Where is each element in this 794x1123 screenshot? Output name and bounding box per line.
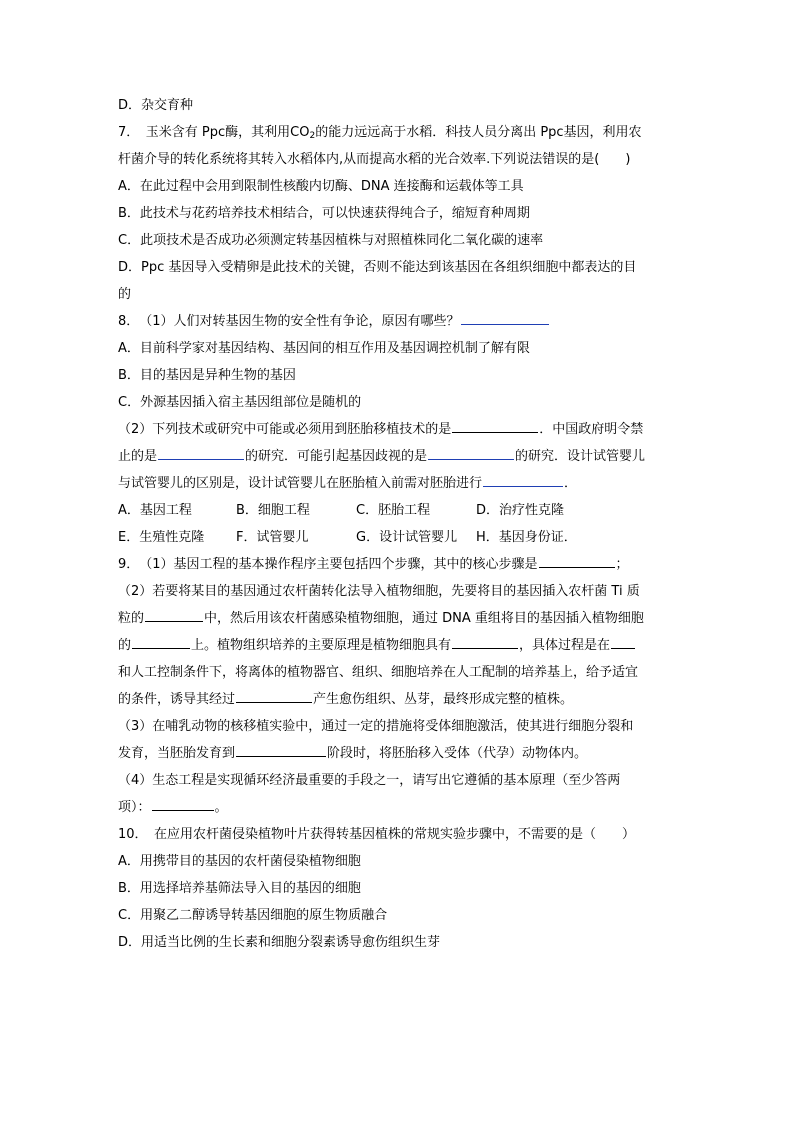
q9-text-6: 上。植物组织培养的主要原理是植物细胞具有 bbox=[191, 638, 452, 653]
q9-text-3: 粒的 bbox=[118, 611, 145, 626]
q9-line7: （3）在哺乳动物的核移植实验中，通过一定的措施将受体细胞激活，使其进行细胞分裂和 bbox=[118, 719, 634, 734]
q9-line4 bbox=[118, 632, 678, 659]
q9-answer-blank-3[interactable] bbox=[132, 633, 190, 649]
q8-opt-d: D．治疗性克隆 bbox=[476, 503, 565, 518]
q9-answer-blank-7[interactable] bbox=[236, 741, 326, 757]
q9-line1 bbox=[118, 551, 678, 578]
q9-text-13: 。 bbox=[214, 800, 228, 815]
q8-part2-line2 bbox=[118, 443, 678, 470]
q8-part2-line1 bbox=[118, 416, 678, 443]
q8-answer-blank-1[interactable] bbox=[461, 309, 549, 325]
q10-option-a: A．用携带目的基因的农杆菌侵染植物细胞 bbox=[118, 854, 361, 869]
q9-text-1: 9． （1）基因工程的基本操作程序主要包括四个步骤，其中的核心步骤是 bbox=[118, 557, 538, 572]
q9-line6 bbox=[118, 686, 678, 713]
q9-text-12: 项）： bbox=[118, 800, 151, 815]
q9-line3 bbox=[118, 605, 678, 632]
q8-option-c: C．外源基因插入宿主基因组部位是随机的 bbox=[118, 395, 362, 410]
q7-option-c: C．此项技术是否成功必须测定转基因植株与对照植株同化二氧化碳的速率 bbox=[118, 233, 544, 248]
q8-part2-text-7: ． bbox=[564, 476, 578, 491]
q10-stem: 10． 在应用农杆菌侵染植物叶片获得转基因植株的常规实验步骤中，不需要的是（ ） bbox=[118, 827, 636, 842]
q8-stem-line1 bbox=[118, 308, 678, 335]
q8-answer-blank-4[interactable] bbox=[428, 444, 514, 460]
q7-stem-part2: 的能力远远高于水稻．科技人员分离出 Ppc基因，利用农 bbox=[315, 125, 642, 140]
q8-part2-line3 bbox=[118, 470, 678, 497]
q8-opt-c: C．胚胎工程 bbox=[356, 503, 431, 518]
q8-option-b: B．目的基因是异种生物的基因 bbox=[118, 368, 296, 383]
q7-stem-part1: 7． 玉米含有 Ppc酶，其利用CO bbox=[118, 125, 310, 140]
q8-part2-text-2: ．中国政府明令禁 bbox=[539, 422, 644, 437]
q8-opt-g: G．设计试管婴儿 bbox=[356, 530, 458, 545]
q8-opt-b: B．细胞工程 bbox=[236, 503, 310, 518]
q9-answer-blank-8[interactable] bbox=[152, 795, 214, 811]
q9-text-4: 中，然后用该农杆菌感染植物细胞，通过 DNA 重组将目的基因插入植物细胞 bbox=[204, 611, 644, 626]
q9-text-2: ； bbox=[615, 557, 629, 572]
q8-answer-blank-3[interactable] bbox=[158, 444, 244, 460]
q9-answer-blank-6[interactable] bbox=[236, 687, 312, 703]
q8-options-row2 bbox=[118, 524, 678, 551]
q10-option-d: D．用适当比例的生长素和细胞分裂素诱导愈伤组织生芽 bbox=[118, 935, 441, 950]
q8-option-a: A．目前科学家对基因结构、基因间的相互作用及基因调控机制了解有限 bbox=[118, 341, 530, 356]
q10-option-b: B．用选择培养基筛法导入目的基因的细胞 bbox=[118, 881, 361, 896]
q9-text-10: 发育，当胚胎发育到 bbox=[118, 746, 236, 761]
q7-stem-line2: 杆菌介导的转化系统将其转入水稻体内,从而提高水稻的光合效率.下列说法错误的是( ) bbox=[118, 152, 631, 167]
q7-stem-line1 bbox=[118, 119, 678, 146]
q9-line5: 和人工控制条件下，将离体的植物器官、组织、细胞培养在人工配制的培养基上，给予适宜 bbox=[118, 665, 639, 680]
q9-line8 bbox=[118, 740, 678, 767]
q9-answer-blank-4[interactable] bbox=[452, 633, 518, 649]
q7-option-d-line2: 的 bbox=[118, 287, 132, 302]
q8-part2-text-5: 的研究．设计试管婴儿 bbox=[515, 449, 646, 464]
q9-line2: （2）若要将某目的基因通过农杆菌转化法导入植物细胞，先要将目的基因插入农杆菌 Ti 质 bbox=[118, 584, 640, 599]
q9-text-9: 产生愈伤组织、丛芽，最终形成完整的植株。 bbox=[313, 692, 574, 707]
q7-subscript: 2 bbox=[309, 131, 316, 141]
q7-option-a: A．在此过程中会用到限制性核酸内切酶、DNA 连接酶和运载体等工具 bbox=[118, 179, 524, 194]
q9-answer-blank-5[interactable] bbox=[611, 633, 635, 649]
q7-option-d-line1: D．Ppc 基因导入受精卵是此技术的关键，否则不能达到该基因在各组织细胞中都表达的目 bbox=[118, 260, 637, 275]
q8-answer-blank-5[interactable] bbox=[483, 471, 563, 487]
q9-answer-blank-1[interactable] bbox=[539, 552, 615, 568]
q7-option-b: B．此技术与花药培养技术相结合，可以快速获得纯合子，缩短育种周期 bbox=[118, 206, 530, 221]
q8-stem-text: 8． （1）人们对转基因生物的安全性有争论，原因有哪些？ bbox=[118, 314, 460, 329]
q10-option-c: C．用聚乙二醇诱导转基因细胞的原生物质融合 bbox=[118, 908, 388, 923]
q8-opt-a: A．基因工程 bbox=[118, 503, 192, 518]
q9-text-11: 阶段时，将胚胎移入受体（代孕）动物体内。 bbox=[327, 746, 588, 761]
q9-answer-blank-2[interactable] bbox=[145, 606, 203, 622]
q9-line9: （4）生态工程是实现循环经济最重要的手段之一，请写出它遵循的基本原理（至少答两 bbox=[118, 773, 621, 788]
q9-text-5: 的 bbox=[118, 638, 132, 653]
q8-part2-text-1: （2）下列技术或研究中可能或必须用到胚胎移植技术的是 bbox=[118, 422, 452, 437]
q6-option-d: D．杂交育种 bbox=[118, 98, 194, 113]
q8-answer-blank-2[interactable] bbox=[452, 417, 538, 433]
q8-opt-h: H．基因身份证． bbox=[476, 530, 577, 545]
q8-part2-text-6: 与试管婴儿的区别是，设计试管婴儿在胚胎植入前需对胚胎进行 bbox=[118, 476, 483, 491]
q8-part2-text-4: 的研究．可能引起基因歧视的是 bbox=[245, 449, 428, 464]
q8-opt-e: E．生殖性克隆 bbox=[118, 530, 205, 545]
q8-part2-text-3: 止的是 bbox=[118, 449, 158, 464]
q8-options-row1 bbox=[118, 497, 678, 524]
q9-text-7: ，具体过程是在 bbox=[519, 638, 611, 653]
q9-line10 bbox=[118, 794, 678, 821]
document-page bbox=[118, 92, 678, 956]
q9-text-8: 的条件，诱导其经过 bbox=[118, 692, 236, 707]
q8-opt-f: F．试管婴儿 bbox=[236, 530, 309, 545]
